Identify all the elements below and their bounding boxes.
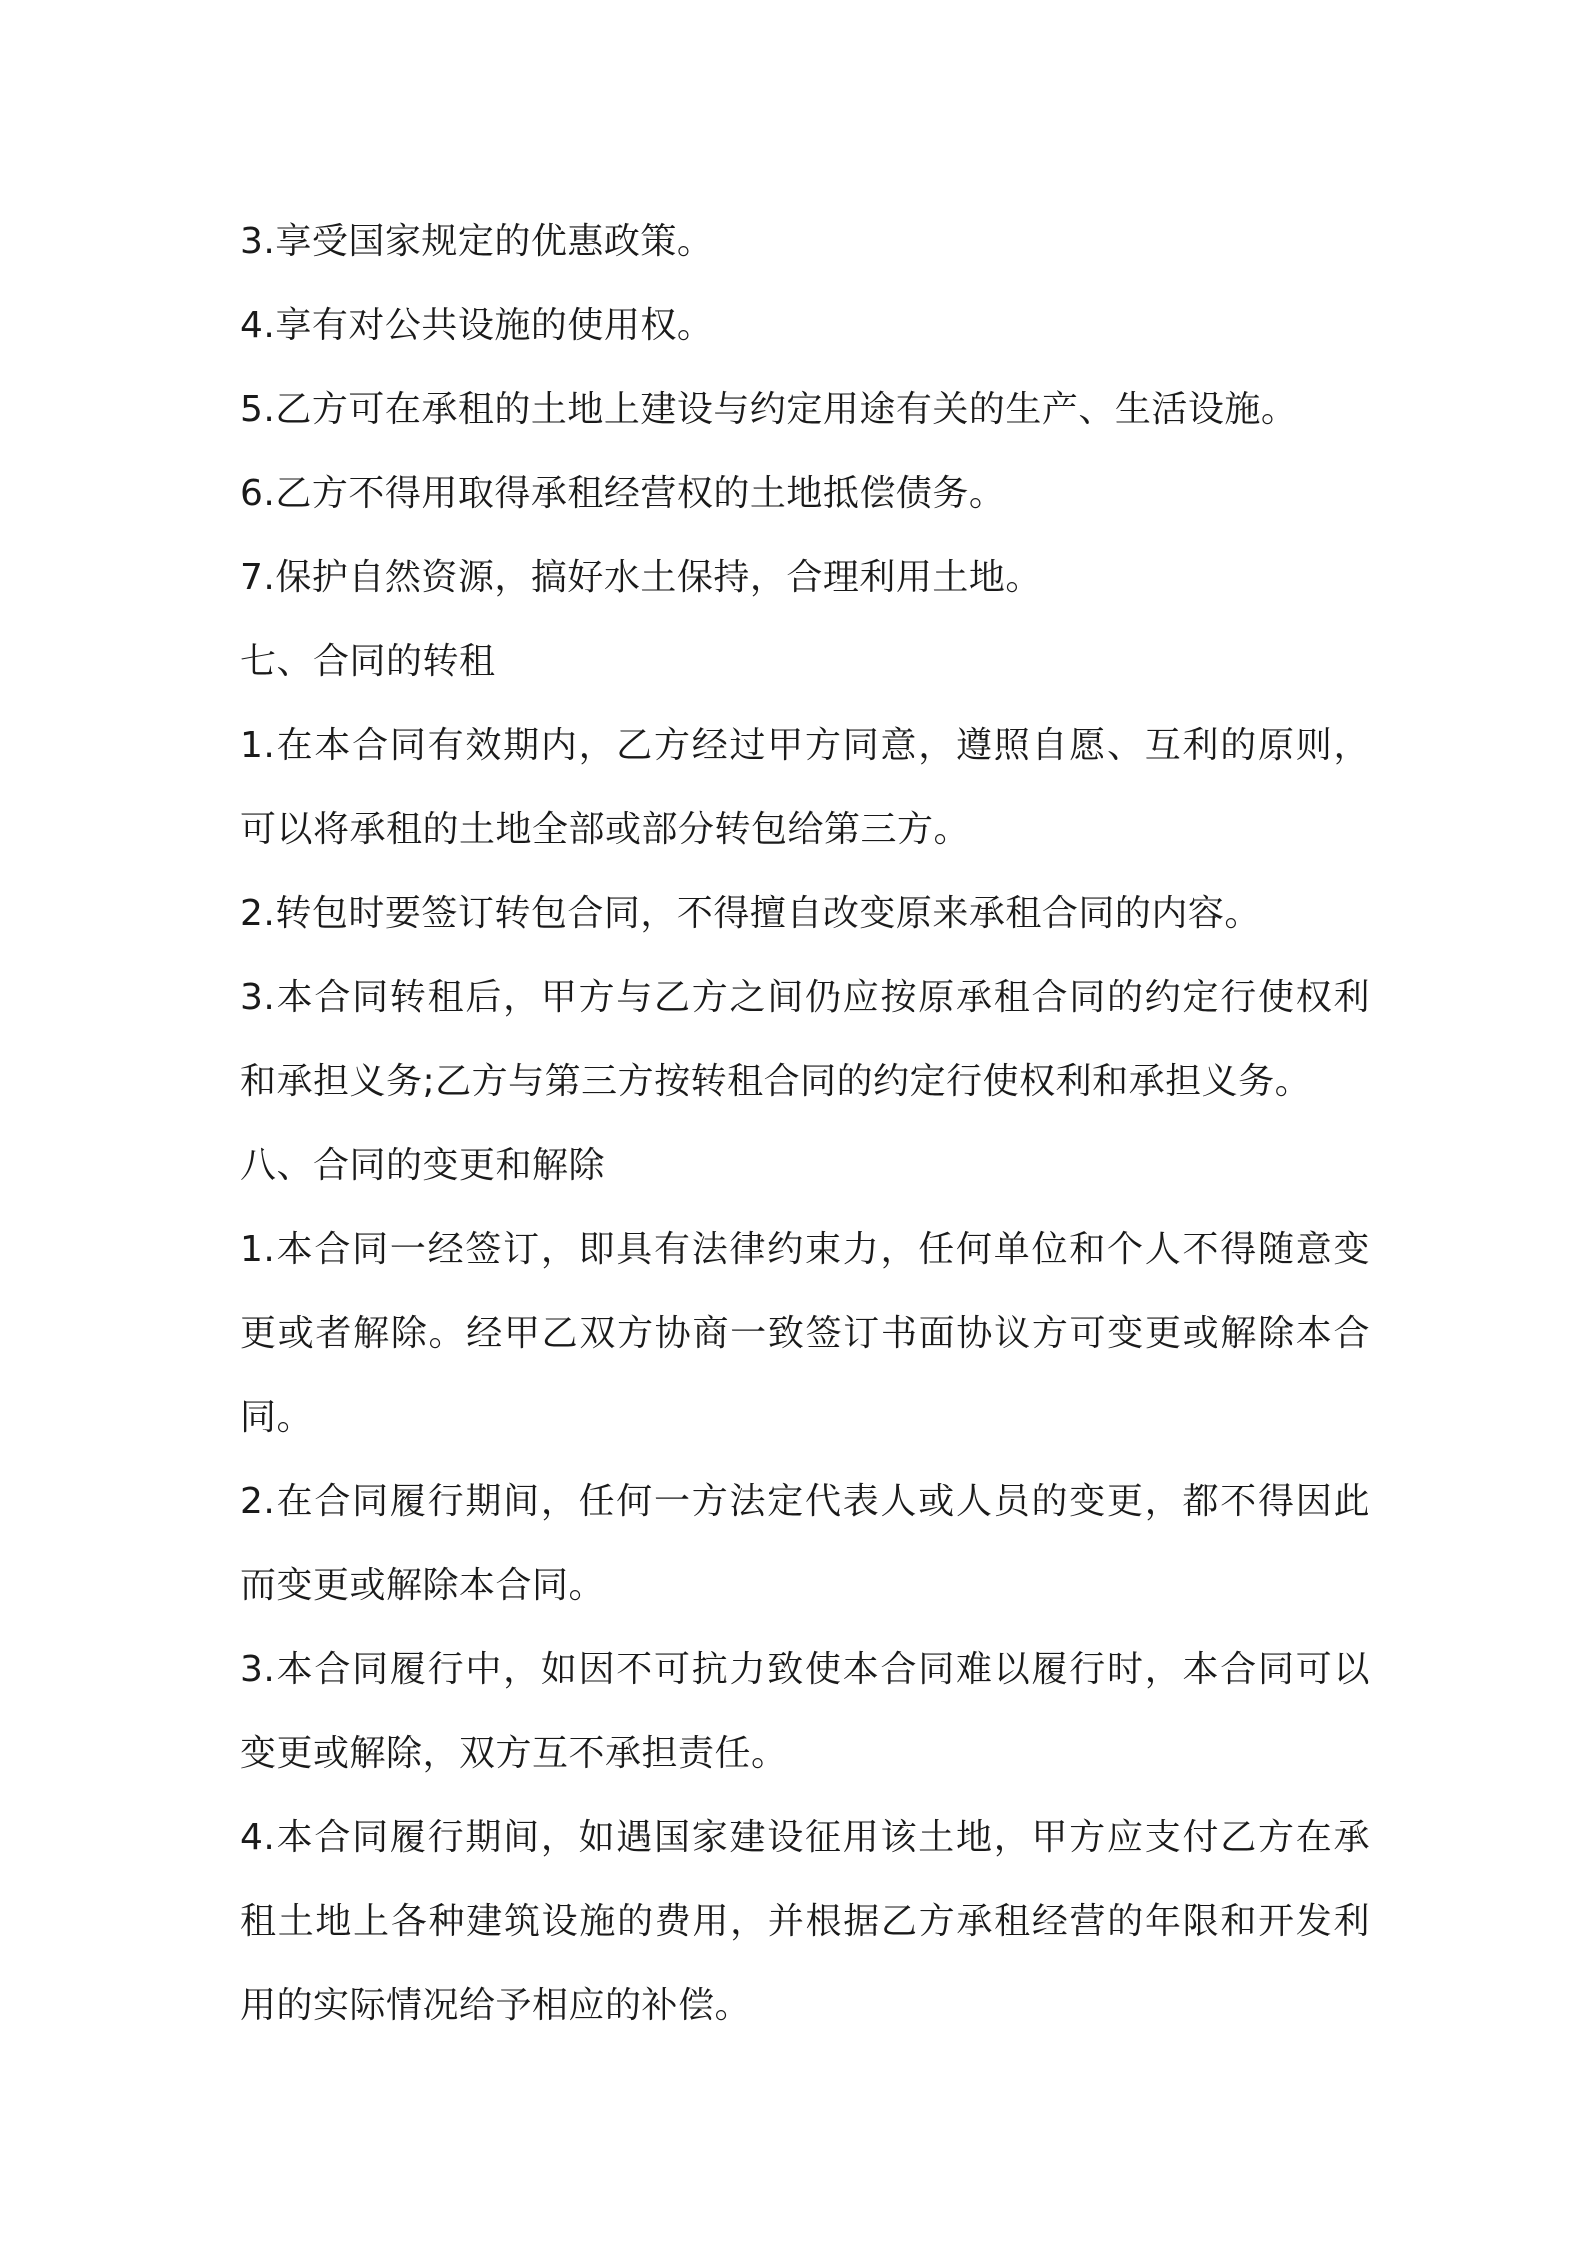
clause-8-4: 4.本合同履行期间，如遇国家建设征用该土地，甲方应支付乙方在承租土地上各种建筑设施的费用，并根据乙方承租经营的年限和开发利用的实际情况给予相应的补偿。 (240, 1817, 1370, 2026)
clause-6-3: 3.享受国家规定的优惠政策。 (240, 221, 714, 262)
clause-7-2: 2.转包时要签订转包合同，不得擅自改变原来承租合同的内容。 (240, 893, 1261, 934)
clause-6-6: 6.乙方不得用取得承租经营权的土地抵偿债务。 (240, 473, 1006, 514)
section-heading-8: 八、合同的变更和解除 (240, 1145, 606, 1186)
clause-8-2: 2.在合同履行期间，任何一方法定代表人或人员的变更，都不得因此而变更或解除本合同。 (240, 1481, 1370, 1606)
clause-7-3: 3.本合同转租后，甲方与乙方之间仍应按原承租合同的约定行使权利和承担义务;乙方与第三方按转租合同的约定行使权利和承担义务。 (240, 977, 1370, 1102)
section-heading-7: 七、合同的转租 (240, 641, 496, 682)
clause-8-1: 1.本合同一经签订，即具有法律约束力，任何单位和个人不得随意变更或者解除。经甲乙双方协商一致签订书面协议方可变更或解除本合同。 (240, 1229, 1370, 1438)
clause-8-3: 3.本合同履行中，如因不可抗力致使本合同难以履行时，本合同可以变更或解除，双方互不承担责任。 (240, 1649, 1370, 1774)
clause-6-4: 4.享有对公共设施的使用权。 (240, 305, 714, 346)
clause-7-1: 1.在本合同有效期内，乙方经过甲方同意，遵照自愿、互利的原则，可以将承租的土地全部或部分转包给第三方。 (240, 725, 1370, 850)
clause-6-5: 5.乙方可在承租的土地上建设与约定用途有关的生产、生活设施。 (240, 389, 1298, 430)
document-body (240, 200, 1370, 2048)
clause-6-7: 7.保护自然资源，搞好水土保持，合理利用土地。 (240, 557, 1042, 598)
